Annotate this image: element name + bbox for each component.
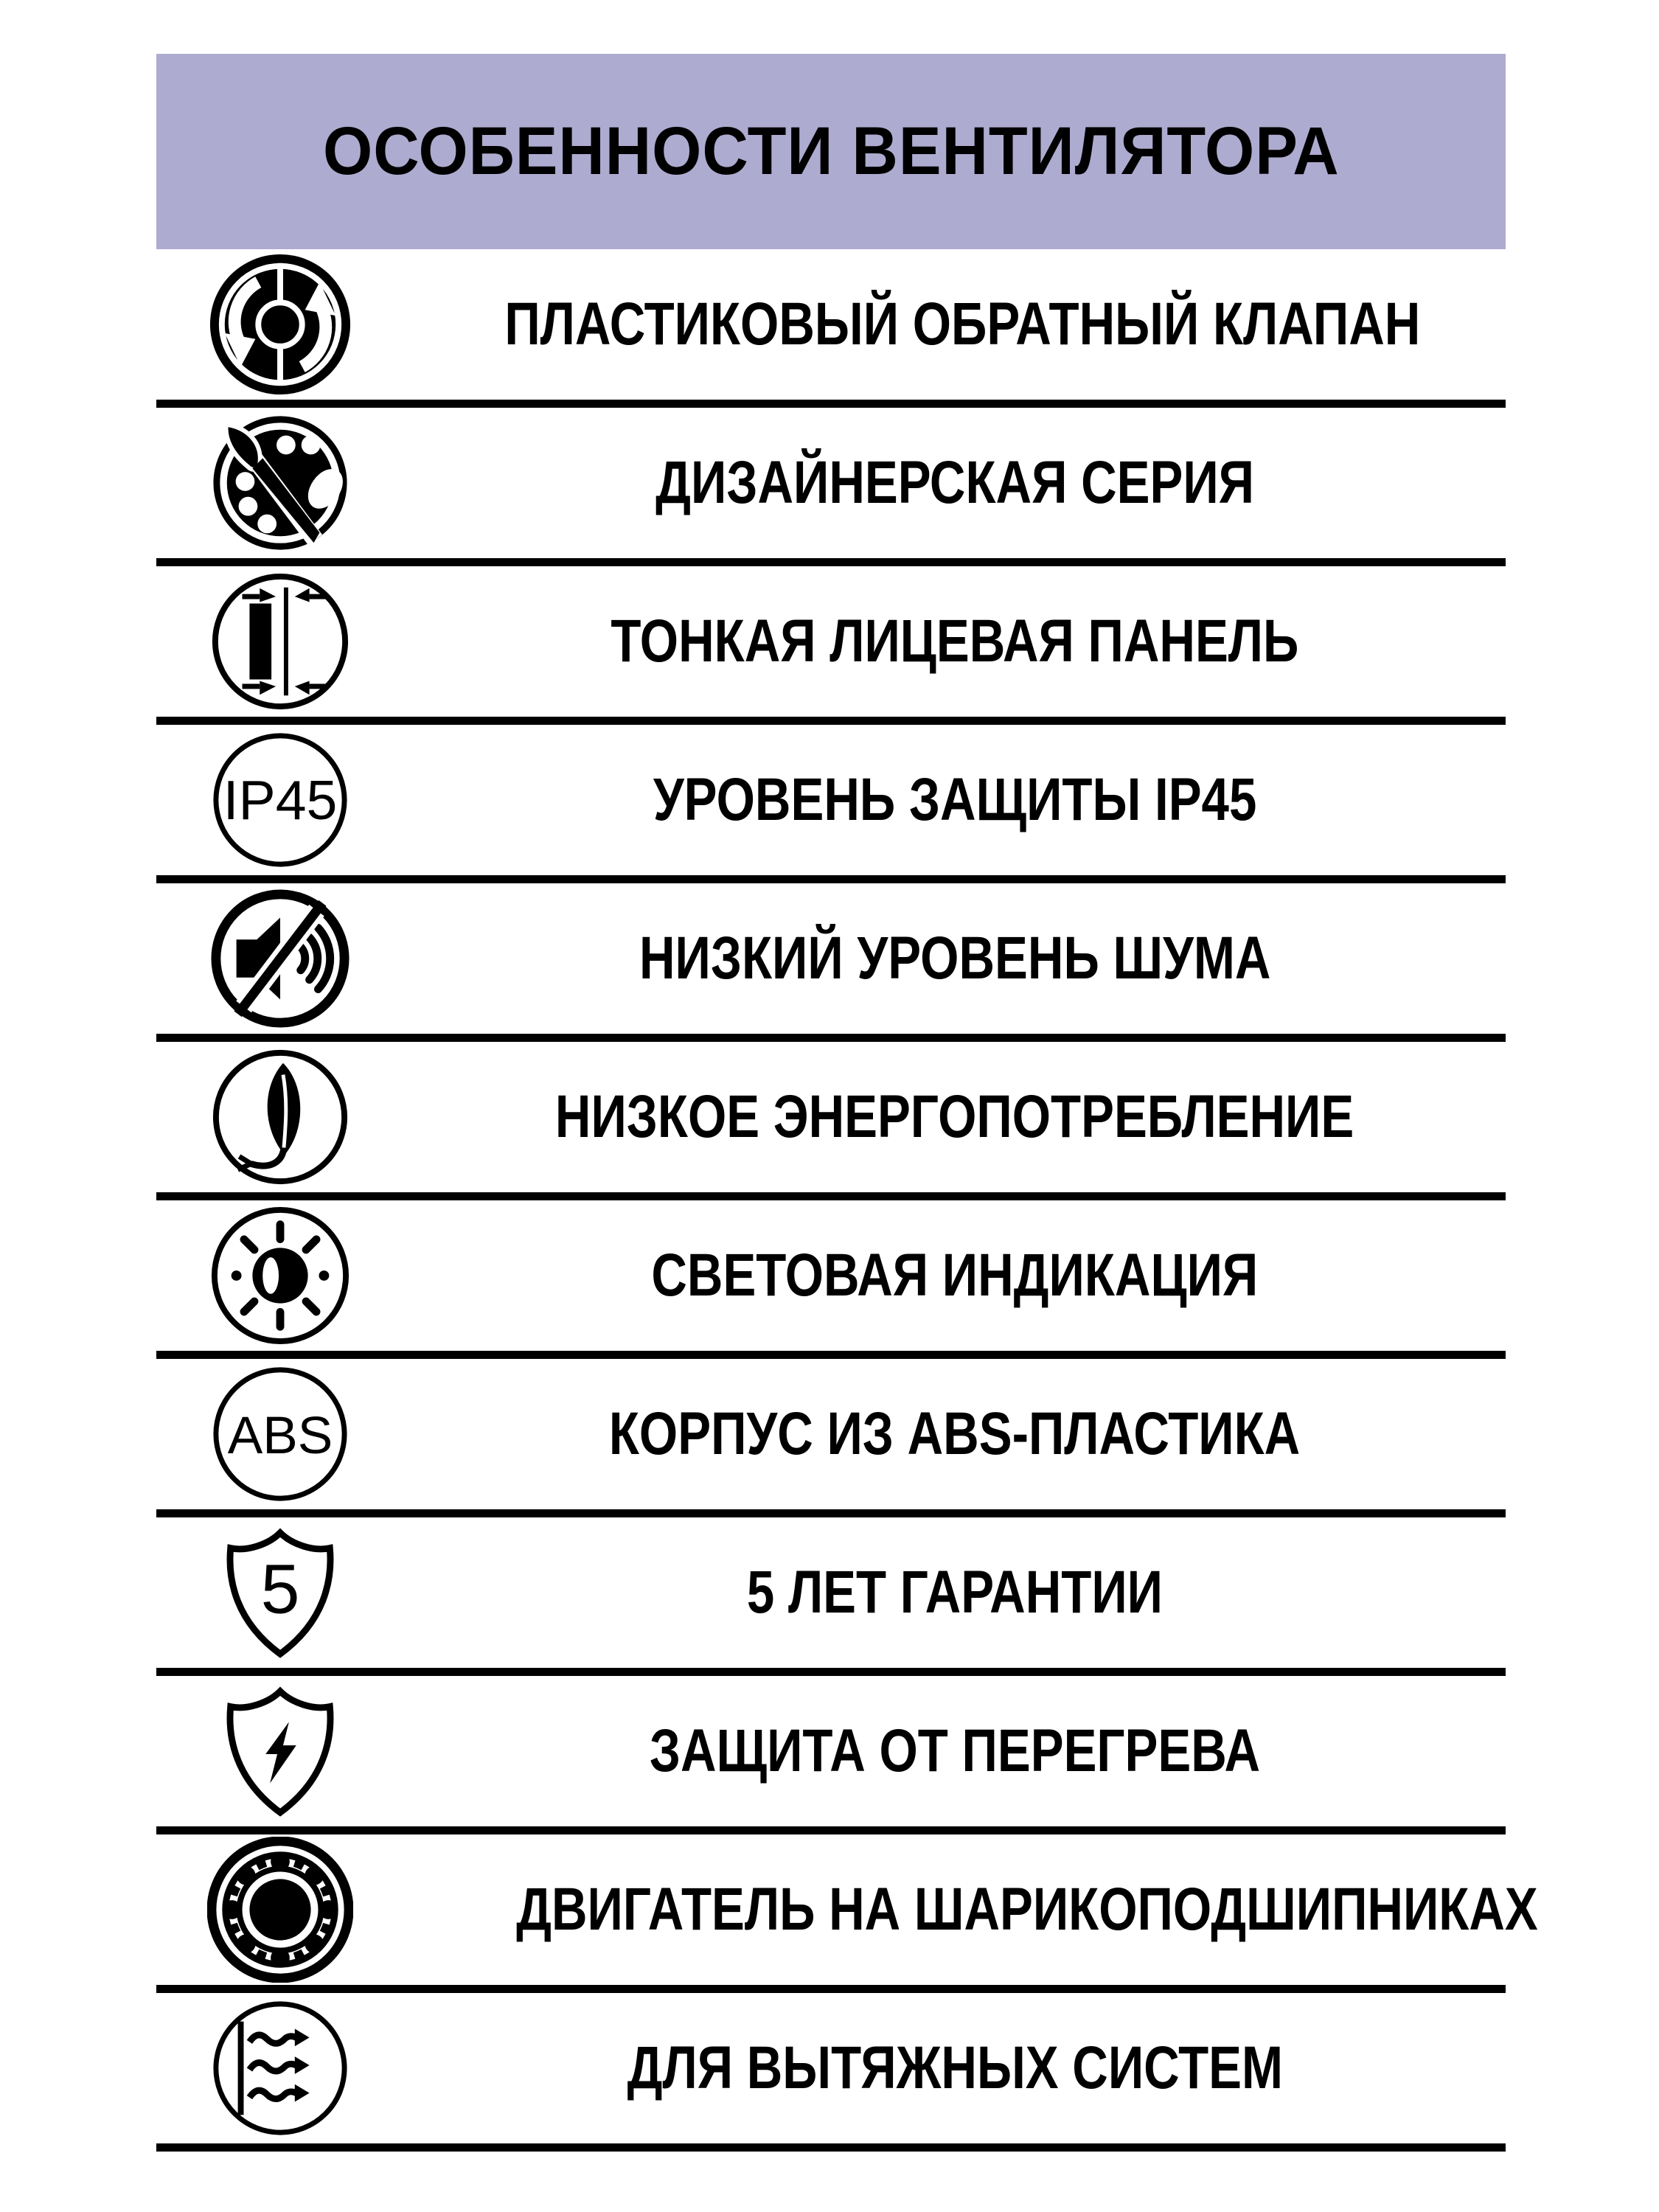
- feature-label: 5 ЛЕТ ГАРАНТИИ: [746, 1559, 1164, 1626]
- feature-label: ДИЗАЙНЕРСКАЯ СЕРИЯ: [655, 449, 1254, 516]
- feature-row: [156, 1517, 1506, 1676]
- feature-row: [156, 249, 1506, 408]
- feature-row: [156, 1042, 1506, 1200]
- exhaust-flow-icon: [207, 1995, 353, 2141]
- feature-label: ПЛАСТИКОВЫЙ ОБРАТНЫЙ КЛАПАН: [504, 291, 1421, 358]
- feature-label: КОРПУС ИЗ ABS-ПЛАСТИКА: [609, 1400, 1301, 1467]
- thin-panel-icon: [207, 568, 353, 714]
- warranty-shield-text: 5: [260, 1550, 300, 1629]
- abs-badge-text: ABS: [227, 1405, 333, 1465]
- feature-label: УРОВЕНЬ ЗАЩИТЫ IP45: [653, 766, 1257, 833]
- check-valve-icon: [207, 251, 353, 397]
- feature-row: [156, 1993, 1506, 2152]
- feature-label: НИЗКОЕ ЭНЕРГОПОТРЕБЛЕНИЕ: [555, 1083, 1354, 1150]
- feature-label: НИЗКИЙ УРОВЕНЬ ШУМА: [639, 925, 1271, 992]
- abs-badge-icon: [207, 1361, 353, 1507]
- feature-label: ДЛЯ ВЫТЯЖНЫХ СИСТЕМ: [627, 2034, 1283, 2101]
- feature-row: [156, 1834, 1538, 1993]
- page-title: ОСОБЕННОСТИ ВЕНТИЛЯТОРА: [322, 114, 1340, 189]
- feature-row: [156, 408, 1506, 566]
- feature-label: СВЕТОВАЯ ИНДИКАЦИЯ: [651, 1242, 1259, 1309]
- feature-label: ТОНКАЯ ЛИЦЕВАЯ ПАНЕЛЬ: [611, 608, 1299, 675]
- feature-row: [156, 1359, 1506, 1517]
- feature-list: [156, 249, 1538, 2152]
- ip45-badge-icon: [207, 727, 353, 873]
- no-noise-icon: [207, 886, 353, 1032]
- header-banner: [156, 54, 1506, 249]
- feature-row: [156, 1200, 1506, 1359]
- ball-bearing-icon: [207, 1837, 353, 1983]
- energy-leaf-icon: [207, 1044, 353, 1190]
- feature-label: ДВИГАТЕЛЬ НА ШАРИКОПОДШИПНИКАХ: [516, 1876, 1538, 1943]
- feature-row: [156, 725, 1506, 883]
- warranty-shield-icon: [207, 1520, 353, 1666]
- feature-row: [156, 1676, 1506, 1834]
- ip45-badge-text: IP45: [223, 768, 338, 831]
- feature-row: [156, 566, 1506, 725]
- light-indication-icon: [207, 1203, 353, 1349]
- designer-palette-icon: [207, 410, 353, 556]
- overheat-shield-icon: [207, 1678, 353, 1824]
- feature-row: [156, 883, 1506, 1042]
- feature-label: ЗАЩИТА ОТ ПЕРЕГРЕВА: [649, 1717, 1261, 1784]
